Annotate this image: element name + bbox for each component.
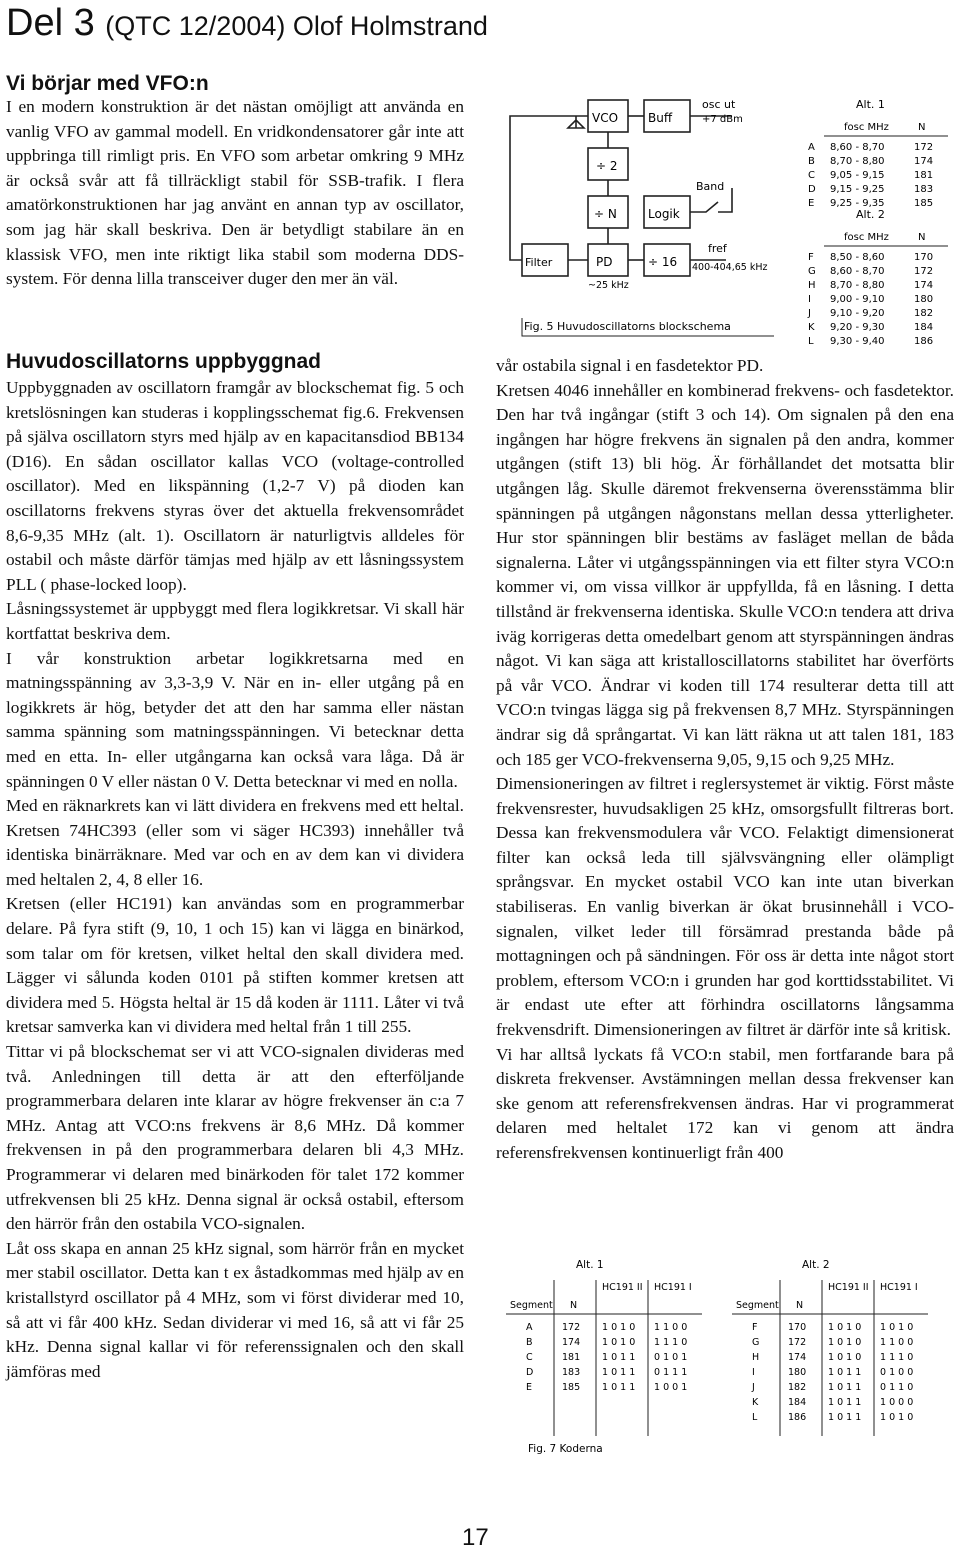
block-pd: PD: [596, 255, 613, 269]
label-25khz: ~25 kHz: [588, 280, 629, 291]
row-segment: B: [808, 156, 815, 167]
table-title: Alt. 1: [856, 98, 885, 111]
paragraph: Dimensioneringen av filtret i reglersystemet är viktig. Först måste frekvensrester, huvudsakligen 25 kHz, omsorgsfullt filtreras bort. Dessa kan frekvensmodulera vår VCO. Felaktigt dimensionerat filter kan också leda till självsvängning eller olämpligt språngsvar. En mycket ostabil VCO kan inte utan biverkan stabiliseras. En vanlig biverkan är ökat brusinnehåll i VCO-signalen, vilket leder till försämrad prestanda både på mottagningen och på sändningen. För oss är detta inte något stort problem, eftersom VCO:n i grunden har god korttidsstabilitet. Vi är endast ute efter att förhindra oscillatorns långsamma frekvensdrift. Dimensioneringen av filtret är därför inte så kritisk.: [496, 774, 954, 1040]
row-fosc: 8,60 - 8,70: [830, 266, 885, 277]
row-segment: C: [808, 170, 815, 181]
column-header-ic2: HC191 II: [602, 1282, 643, 1293]
row-code-ic1: 0 1 1 0: [880, 1382, 914, 1393]
block-logik: Logik: [648, 207, 680, 221]
block-div16: ÷ 16: [648, 255, 678, 269]
block-div2: ÷ 2: [596, 159, 618, 173]
paragraph: Uppbyggnaden av oscillatorn framgår av blockschemat fig. 5 och kretslösningen kan studeras i kopplingsschemat fig.6. Frekvensen på själva oscillatorn styrs med hjälp av en kapacitansdiod BB134 (D16). En sådan oscillator kallas VCO (voltage-controlled oscillator). Med en likspänning (1,2-7 V) på dioden kan oscillatorns frekvens styras över det aktuella frekvensområdet 8,6-9,35 MHz (alt. 1). Oscillatorn är naturligtvis alldeles för ostabil och måste därför tämjas med hjälp av ett låsningssystem PLL ( phase-locked loop).: [6, 378, 464, 594]
section-heading-vfo: Vi börjar med VFO:n: [6, 72, 209, 95]
paragraph: Med en räknarkrets kan vi lätt dividera en frekvens med ett heltal. Kretsen 74HC393 (eller som vi säger HC393) innehåller två identiska binärräknare. Med var och en av dem kan vi dividera med heltalen 2, 4, 8 eller 16.: [6, 796, 464, 889]
row-code-ic1: 1 0 1 0: [880, 1412, 914, 1423]
column-header-ic2: HC191 II: [828, 1282, 869, 1293]
row-segment: K: [752, 1397, 759, 1408]
column-header-segment: Segment: [510, 1300, 553, 1311]
row-fosc: 9,25 - 9,35: [830, 198, 885, 209]
label-fref: fref: [708, 242, 727, 255]
row-fosc: 8,70 - 8,80: [830, 280, 885, 291]
row-code-ic2: 1 0 1 0: [828, 1337, 862, 1348]
row-fosc: 8,60 - 8,70: [830, 142, 885, 153]
row-segment: D: [808, 184, 816, 195]
label-osc-ut: osc ut: [702, 98, 736, 111]
row-n: 172: [914, 142, 934, 153]
row-segment: L: [808, 336, 814, 347]
row-n: 183: [914, 184, 934, 195]
row-code-ic1: 0 1 0 1: [654, 1352, 688, 1363]
row-code-ic2: 1 0 1 1: [828, 1367, 862, 1378]
section-heading-huvudoscillator: Huvudoscillatorns uppbyggnad: [6, 350, 322, 373]
table-title: Alt. 2: [802, 1259, 830, 1271]
title-part: Del 3: [6, 2, 95, 44]
row-segment: E: [808, 198, 815, 209]
row-code-ic1: 1 0 0 1: [654, 1382, 688, 1393]
row-segment: A: [526, 1322, 533, 1333]
paragraph: I vår konstruktion arbetar logikkretsarna med en matningsspänning av 3,3-3,9 V. När en in- eller utgång på en logikkrets är hög, betyder det att den har samma eller nästan samma spänning som matningsspänningen. Vi betecknar detta med en etta. In- eller utgångarna kan också vara låga. Då är spänningen 0 V eller nästan 0 V. Detta betecknar vi med en nolla.: [6, 648, 464, 791]
row-segment: E: [526, 1382, 533, 1393]
row-code-ic1: 1 1 0 0: [654, 1322, 688, 1333]
paragraph: vår ostabila signal i en fasdetektor PD.: [496, 356, 764, 375]
row-code-ic2: 1 0 1 1: [828, 1397, 862, 1408]
label-fref-range: 400-404,65 kHz: [692, 262, 768, 273]
section2-right-column: [496, 354, 954, 1166]
row-fosc: 9,00 - 9,10: [830, 294, 885, 305]
row-n: 172: [788, 1337, 807, 1348]
paragraph: Låsningssystemet är uppbyggt med flera logikkretsar. Vi skall här kortfattat beskriva dem.: [6, 599, 464, 643]
row-n: 174: [562, 1337, 581, 1348]
column-header-n: N: [918, 232, 926, 243]
column-header-ic1: HC191 I: [880, 1282, 918, 1293]
row-fosc: 9,10 - 9,20: [830, 308, 885, 319]
row-fosc: 8,70 - 8,80: [830, 156, 885, 167]
row-segment: I: [752, 1367, 755, 1378]
paragraph: Kretsen 4046 innehåller en kombinerad frekvens- och fasdetektor. Den har två ingångar (stift 3 och 14). Om signalen på den ena ingången har högre frekvens än signalen på den andra, kommer utgången (stift 13) bli hög. Är förhållandet det motsatta blir utgången låg. Skulle däremot frekvenserna överensstämma blir spänningen på utgången någonstans mellan dessa ytterligheter. Hur stor spänningen blir bestäms av fasläget mellan de båda signalerna. Låter vi utgångsspänningen via ett filter styra VCO:n kommer vi, om vissa villkor är uppfyllda, få en låsning. I detta tillstånd är frekvenserna identiska. Skulle VCO:n tendera att driva iväg korrigeras detta omedelbart genom att styrspänningen ändras något. Vi kan säga att kristalloscillatorns stabilitet har överförts på vår VCO. Ändrar vi koden till 174 resulterar detta till att VCO:n tvingas lägga sig på frekvensen 8,7 MHz. Styrspänningen ändrar sig då språngartat. Vi kan lätt räkna ut att talen 181, 183 och 185 ger VCO-frekvenserna 9,05, 9,15 och 9,25 MHz.: [496, 380, 954, 769]
row-n: 170: [914, 252, 934, 263]
paragraph: I en modern konstruktion är det nästan omöjligt att använda en vanlig VFO av gammal modell. En vridkondensatorer går inte att uppbringa till rimligt pris. En VFO som arbetar omkring 9 MHz är också svår att få tillräckligt stabil för SSB-trafik. I flera amatörkonstruktionen har jag använt en annan typ av oscillator, som jag här skall beskriva. Den är betydligt stabilare än en klassisk VFO, men inte riktigt lika stabil som moderna DDS-system. För denna lilla transceiver duger den mer än väl.: [6, 97, 464, 289]
fig7-caption: Fig. 7 Koderna: [528, 1443, 603, 1455]
row-n: 181: [562, 1352, 581, 1363]
figure-5-blockschema: [496, 92, 954, 347]
row-segment: D: [526, 1367, 534, 1378]
row-segment: L: [752, 1412, 758, 1423]
column-header-fosc: fosc MHz: [844, 232, 889, 243]
table-title: Alt. 1: [576, 1259, 604, 1271]
row-n: 174: [914, 156, 934, 167]
column-header-n: N: [570, 1300, 578, 1311]
block-band: Band: [696, 180, 725, 193]
row-segment: K: [808, 322, 815, 333]
row-n: 184: [788, 1397, 807, 1408]
row-n: 182: [914, 308, 934, 319]
row-code-ic2: 1 0 1 1: [828, 1412, 862, 1423]
row-code-ic2: 1 0 1 0: [602, 1322, 636, 1333]
section2-left-column: [6, 376, 464, 1384]
row-fosc: 9,20 - 9,30: [830, 322, 885, 333]
row-code-ic2: 1 0 1 1: [828, 1382, 862, 1393]
row-n: 186: [788, 1412, 807, 1423]
paragraph: Tittar vi på blockschemat ser vi att VCO-signalen divideras med två. Anledningen till detta är att den efterföljande programmerbara delaren inte klarar av högre frekvenser än c:a 7 MHz. Antag att VCO:ns frekvens är 8,6 MHz. Då kommer frekvensen in på den programmerbara delaren bli 4,3 MHz. Programmerar vi delaren med binärkoden för talet 172 kommer utfrekvensen bli 25 kHz. Denna signal är också ostabil, eftersom den härrör från den ostabila VCO-signalen.: [6, 1042, 464, 1234]
row-n: 184: [914, 322, 934, 333]
column-header-n: N: [796, 1300, 804, 1311]
row-n: 174: [788, 1352, 807, 1363]
fig7-alt1-table: [506, 1259, 702, 1436]
row-code-ic1: 0 1 1 1: [654, 1367, 688, 1378]
row-fosc: 9,30 - 9,40: [830, 336, 885, 347]
row-segment: G: [752, 1337, 760, 1348]
row-n: 170: [788, 1322, 807, 1333]
page-number: 17: [462, 1524, 489, 1551]
row-segment: G: [808, 266, 816, 277]
row-code-ic2: 1 0 1 0: [828, 1352, 862, 1363]
column-header-fosc: fosc MHz: [844, 122, 889, 133]
row-n: 185: [914, 198, 934, 209]
row-code-ic1: 1 0 0 0: [880, 1397, 914, 1408]
row-code-ic1: 1 1 1 0: [880, 1352, 914, 1363]
row-n: 183: [562, 1367, 581, 1378]
fig5-alt2-table: [807, 208, 948, 347]
row-n: 180: [788, 1367, 807, 1378]
row-n: 185: [562, 1382, 581, 1393]
fig5-caption: Fig. 5 Huvudoscillatorns blockschema: [524, 320, 731, 333]
paragraph: Låt oss skapa en annan 25 kHz signal, som härrör från en mycket mer stabil oscillator. Detta kan t ex åstadkommas med hjälp av en kristallstyrd oscillator på 4 MHz, som vi först dividerar med 10, så att vi får 400 kHz. Sedan dividerar vi med 16, så att vi får 25 kHz. Denna signal kallar vi för referenssignalen och den skall jämföras med: [6, 1238, 464, 1381]
row-n: 174: [914, 280, 934, 291]
fig5-alt1-table: [808, 98, 948, 209]
column-header-segment: Segment: [736, 1300, 779, 1311]
row-n: 180: [914, 294, 934, 305]
fig7-alt2-table: [732, 1259, 928, 1436]
row-n: 172: [562, 1322, 581, 1333]
row-segment: I: [808, 294, 811, 305]
row-code-ic2: 1 0 1 1: [602, 1367, 636, 1378]
section1-text: [6, 95, 464, 292]
row-segment: H: [808, 280, 816, 291]
row-segment: A: [808, 142, 815, 153]
row-fosc: 9,05 - 9,15: [830, 170, 885, 181]
row-code-ic1: 0 1 0 0: [880, 1367, 914, 1378]
figure-7-koderna: [500, 1256, 940, 1466]
row-fosc: 8,50 - 8,60: [830, 252, 885, 263]
title-subtitle: (QTC 12/2004) Olof Holmstrand: [105, 11, 488, 41]
row-code-ic2: 1 0 1 0: [828, 1322, 862, 1333]
row-n: 186: [914, 336, 934, 347]
paragraph: Kretsen (eller HC191) kan användas som en programmerbar delare. På fyra stift (9, 10, 1 och 15) kan vi lägga en binärkod, som talar om för kretsen, vilket heltal den skall dividera med. Lägger vi sålunda koden 0101 på stiften kommer kretsen att dividera med 5. Högsta heltal är 15 då koden är 1111. Låter vi två kretsar samverka kan vi dividera med heltal från 1 till 255.: [6, 894, 464, 1037]
page-title: [6, 2, 488, 45]
row-fosc: 9,15 - 9,25: [830, 184, 885, 195]
row-code-ic2: 1 0 1 0: [602, 1337, 636, 1348]
column-header-n: N: [918, 122, 926, 133]
row-n: 181: [914, 170, 934, 181]
paragraph: Vi har alltså lyckats få VCO:n stabil, men fortfarande bara på diskreta frekvenser. Avstämningen mellan dessa frekvenser kan ske genom att referensfrekvensen ändras. Har vi programmerat delaren med heltalet 172 kan vi genom att ändra referensfrekvensen kontinuerligt från 400: [496, 1044, 954, 1162]
block-vco: VCO: [592, 111, 619, 125]
row-segment: B: [526, 1337, 533, 1348]
row-code-ic2: 1 0 1 1: [602, 1382, 636, 1393]
row-code-ic2: 1 0 1 1: [602, 1352, 636, 1363]
row-segment: J: [752, 1382, 755, 1393]
column-header-ic1: HC191 I: [654, 1282, 692, 1293]
row-code-ic1: 1 1 0 0: [880, 1337, 914, 1348]
label-dbm: +7 dBm: [702, 114, 743, 125]
table-title: Alt. 2: [856, 208, 885, 221]
row-segment: H: [752, 1352, 760, 1363]
row-code-ic1: 1 0 1 0: [880, 1322, 914, 1333]
block-filter: Filter: [525, 256, 553, 269]
row-segment: C: [526, 1352, 533, 1363]
row-n: 172: [914, 266, 934, 277]
row-n: 182: [788, 1382, 807, 1393]
row-segment: J: [808, 308, 811, 319]
row-code-ic1: 1 1 1 0: [654, 1337, 688, 1348]
block-buff: Buff: [648, 111, 673, 125]
block-divn: ÷ N: [594, 207, 617, 221]
row-segment: F: [808, 252, 814, 263]
row-segment: F: [752, 1322, 758, 1333]
